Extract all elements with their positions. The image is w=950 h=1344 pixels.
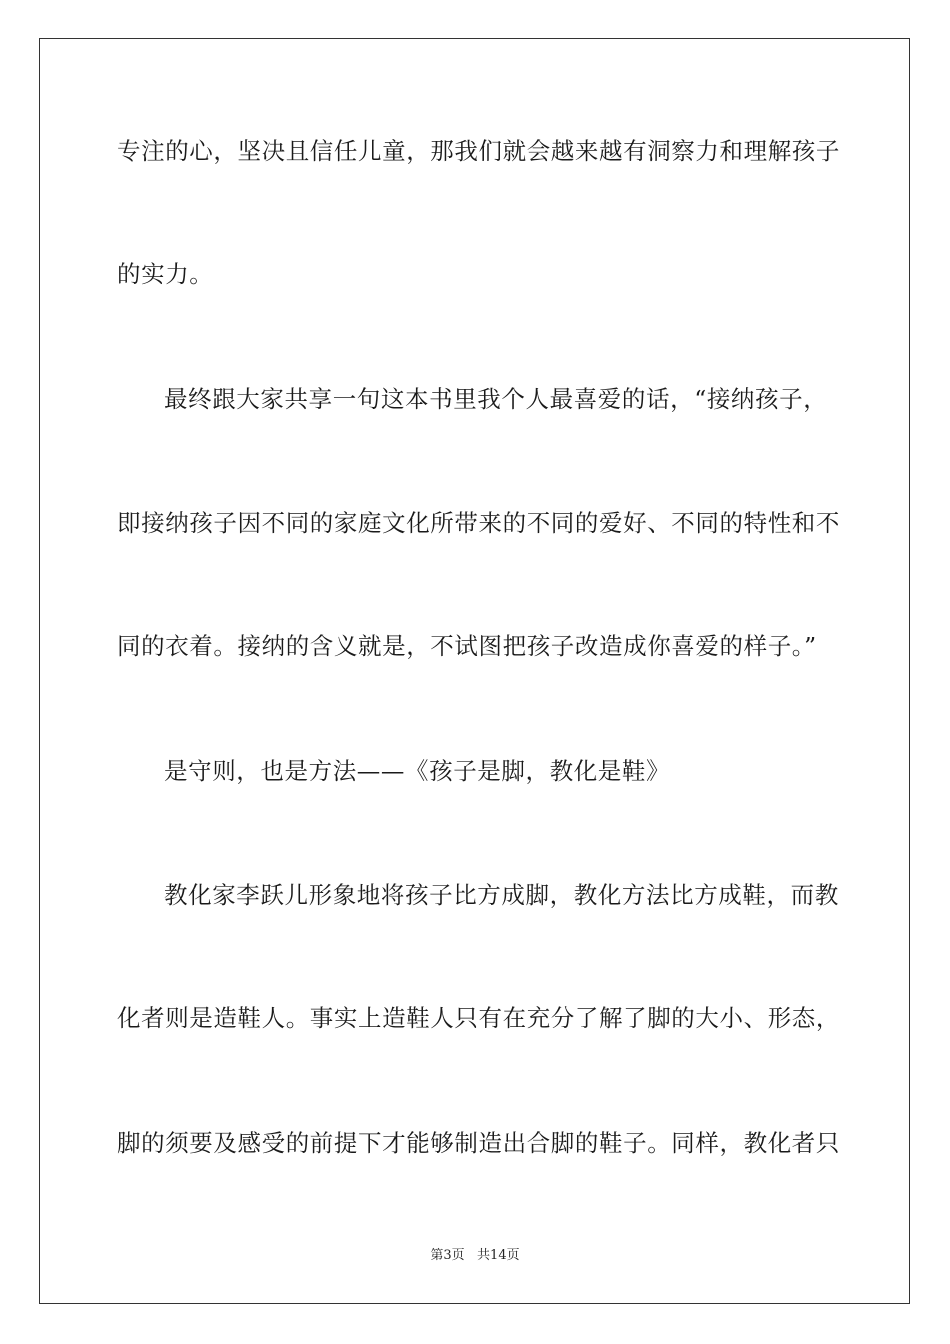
text-line: 即接纳孩子因不同的家庭文化所带来的不同的爱好、不同的特性和不: [117, 509, 840, 537]
text-line: 同的衣着。接纳的含义就是，不试图把孩子改造成你喜爱的样子。”: [117, 632, 817, 660]
text-line: 最终跟大家共享一句这本书里我个人最喜爱的话，“接纳孩子，: [164, 385, 828, 413]
text-line: 的实力。: [117, 260, 214, 288]
page-number-footer: 第3页 共14页: [430, 1248, 520, 1263]
text-line: 教化家李跃儿形象地将孩子比方成脚，教化方法比方成鞋，而教: [164, 881, 839, 909]
text-line: 化者则是造鞋人。事实上造鞋人只有在充分了解了脚的大小、形态，: [117, 1004, 840, 1032]
text-line: 专注的心，坚决且信任儿童，那我们就会越来越有洞察力和理解孩子: [117, 137, 840, 165]
text-line: 脚的须要及感受的前提下才能够制造出合脚的鞋子。同样，教化者只: [117, 1129, 840, 1157]
text-line: 是守则，也是方法——《孩子是脚，教化是鞋》: [164, 757, 671, 785]
page-frame: [39, 38, 910, 1304]
